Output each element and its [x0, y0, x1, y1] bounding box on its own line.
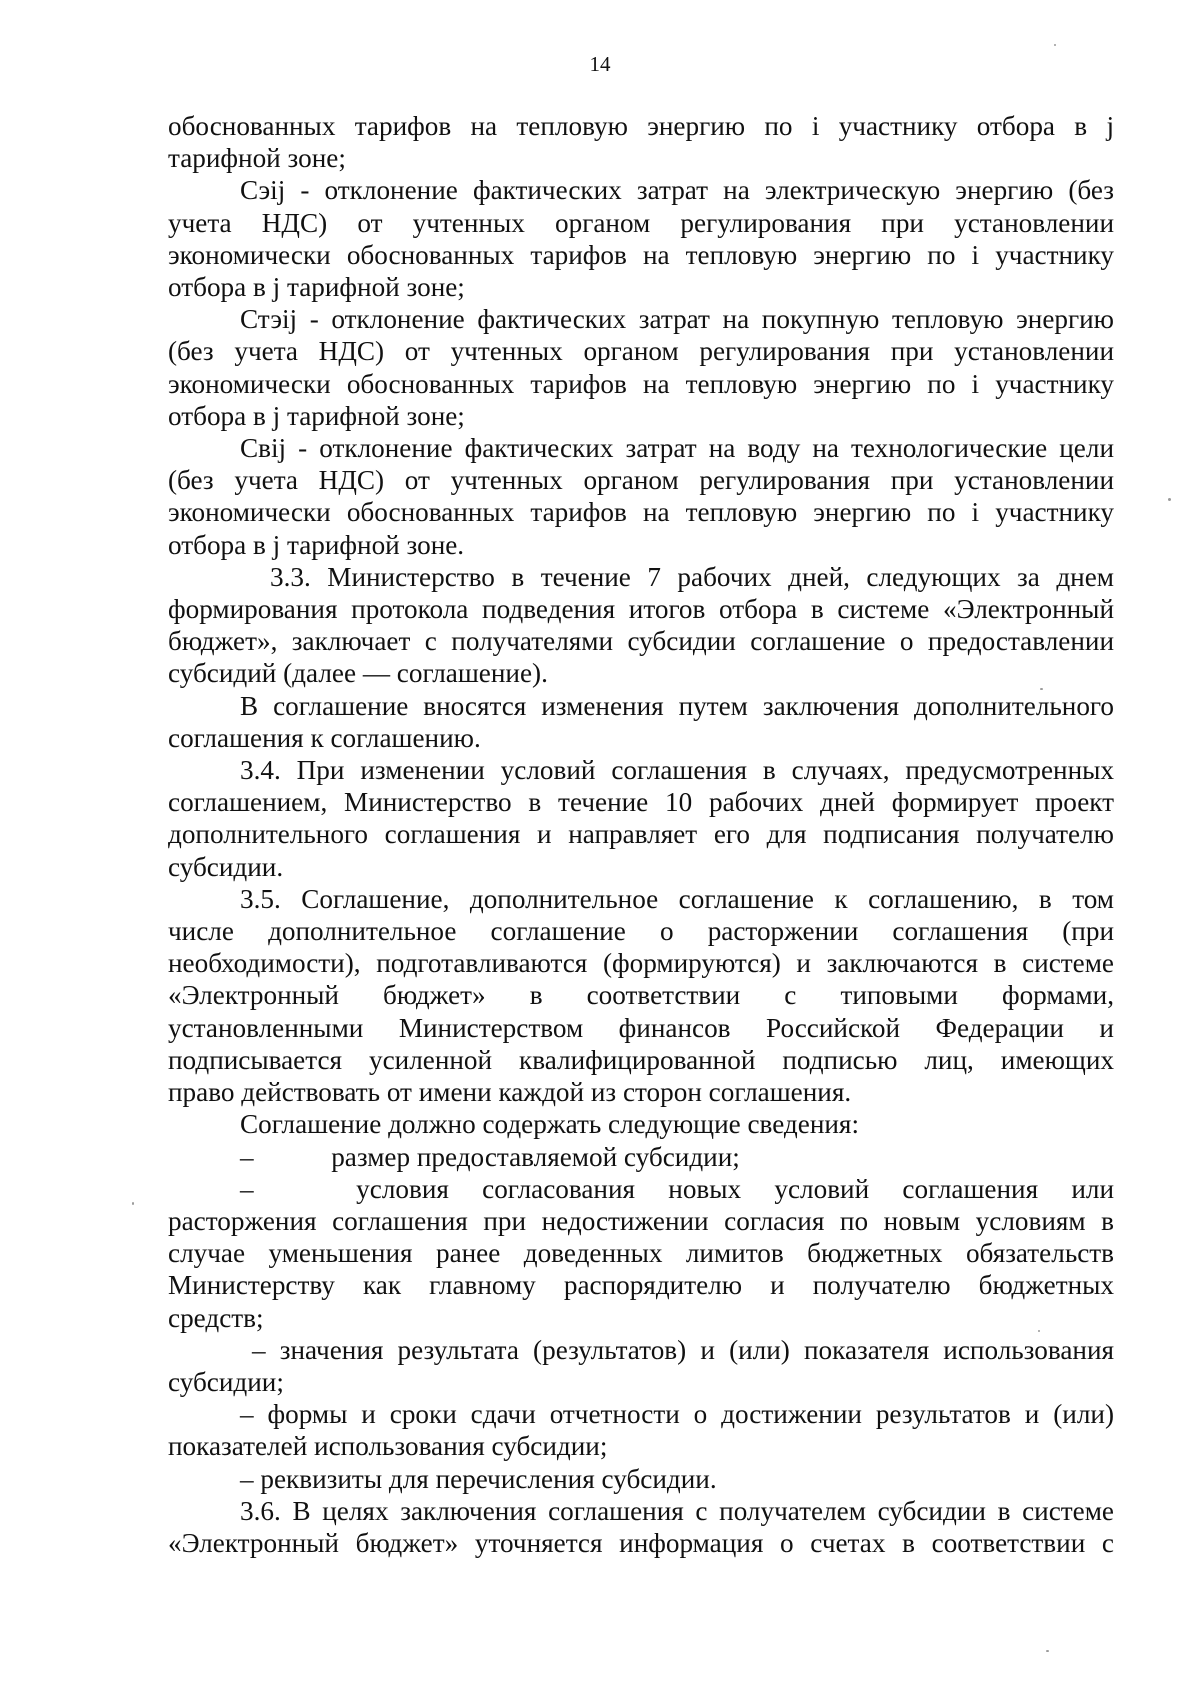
text-line: обоснованных тарифов на тепловую энергию по i участнику отбора в j [168, 111, 1114, 141]
scan-speck [1054, 44, 1056, 46]
text-line: 3.3. Министерство в течение 7 рабочих дней, следующих за днем [270, 561, 1114, 592]
scan-speck [1040, 688, 1043, 690]
text-line: Соглашение должно содержать следующие сведения: [240, 1109, 859, 1140]
text-line: тарифной зоне; [168, 143, 346, 174]
text-line: показателей использования субсидии; [168, 1431, 608, 1462]
list-item [168, 1141, 1114, 1173]
scan-speck [1168, 498, 1171, 501]
text-line: 3.4. При изменении условий соглашения в случаях, предусмотренных [240, 755, 1114, 786]
text-line: учета НДС) от учтенных органом регулирования при установлении [168, 207, 1114, 238]
text-line: субсидий (далее — соглашение). [168, 658, 548, 689]
text-line: числе дополнительное соглашение о расторжении соглашения (при [168, 916, 1114, 947]
text-line: экономически обоснованных тарифов на тепловую энергию по i участнику [168, 497, 1114, 528]
text-line: «Электронный бюджет» в соответствии с типовыми формами, [168, 980, 1114, 1011]
text-line: субсидии; [168, 1366, 284, 1397]
list-item-text: размер предоставляемой субсидии; [331, 1141, 740, 1172]
text-line: право действовать от имени каждой из сторон соглашения. [168, 1077, 852, 1108]
text-line: Министерству как главному распорядителю и получателю бюджетных [168, 1270, 1114, 1301]
text-line: Свij - отклонение фактических затрат на воду на технологические цели [240, 433, 1114, 464]
text-line: Сэij - отклонение фактических затрат на электрическую энергию (без [240, 175, 1114, 206]
list-item: – формы и сроки сдачи отчетности о достижении результатов и (или) [240, 1399, 1114, 1430]
text-line: бюджет», заключает с получателями субсидии соглашение о предоставлении [168, 626, 1114, 657]
list-item: – значения результата (результатов) и (или) показателя использования [252, 1334, 1114, 1365]
list-item-text: условия согласования новых условий соглашения или [356, 1173, 1115, 1204]
scan-speck [1038, 1330, 1040, 1332]
text-line: формирования протокола подведения итогов отбора в системе «Электронный [168, 594, 1114, 625]
scan-speck [1046, 1650, 1049, 1652]
document-body [168, 110, 1114, 1559]
text-line: соглашением, Министерство в течение 10 рабочих дней формирует проект [168, 787, 1114, 818]
text-line: соглашения к соглашению. [168, 722, 481, 753]
text-line: Стэij - отклонение фактических затрат на покупную тепловую энергию [240, 304, 1114, 335]
list-item [168, 1173, 1114, 1205]
text-line: отбора в j тарифной зоне; [168, 400, 465, 431]
text-line: «Электронный бюджет» уточняется информация о счетах в соответствии с [168, 1527, 1114, 1558]
dash-marker: – [240, 1173, 254, 1204]
text-line: дополнительного соглашения и направляет его для подписания получателю [168, 819, 1114, 850]
scan-speck [132, 1202, 134, 1205]
page-number: 14 [589, 52, 611, 76]
text-line: (без учета НДС) от учтенных органом регулирования при установлении [168, 465, 1114, 496]
text-line: В соглашение вносятся изменения путем заключения дополнительного [240, 690, 1114, 721]
list-item: – реквизиты для перечисления субсидии. [240, 1463, 717, 1494]
text-line: случае уменьшения ранее доведенных лимитов бюджетных обязательств [168, 1238, 1114, 1269]
text-line: экономически обоснованных тарифов на тепловую энергию по i участнику [168, 239, 1114, 270]
text-line: 3.6. В целях заключения соглашения с получателем субсидии в системе [240, 1495, 1114, 1526]
text-line: подписывается усиленной квалифицированной подписью лиц, имеющих [168, 1044, 1114, 1075]
text-line: необходимости), подготавливаются (формируются) и заключаются в системе [168, 948, 1114, 979]
text-line: средств; [168, 1302, 264, 1333]
text-line: отбора в j тарифной зоне; [168, 272, 465, 303]
text-line: расторжения соглашения при недостижении согласия по новым условиям в [168, 1205, 1114, 1236]
text-line: установленными Министерством финансов Российской Федерации и [168, 1012, 1114, 1043]
text-line: отбора в j тарифной зоне. [168, 529, 465, 560]
text-line: 3.5. Соглашение, дополнительное соглашение к соглашению, в том [240, 883, 1114, 914]
text-line: экономически обоснованных тарифов на тепловую энергию по i участнику [168, 368, 1114, 399]
text-line: субсидии. [168, 851, 284, 882]
dash-marker: – [240, 1141, 254, 1172]
text-line: (без учета НДС) от учтенных органом регулирования при установлении [168, 336, 1114, 367]
